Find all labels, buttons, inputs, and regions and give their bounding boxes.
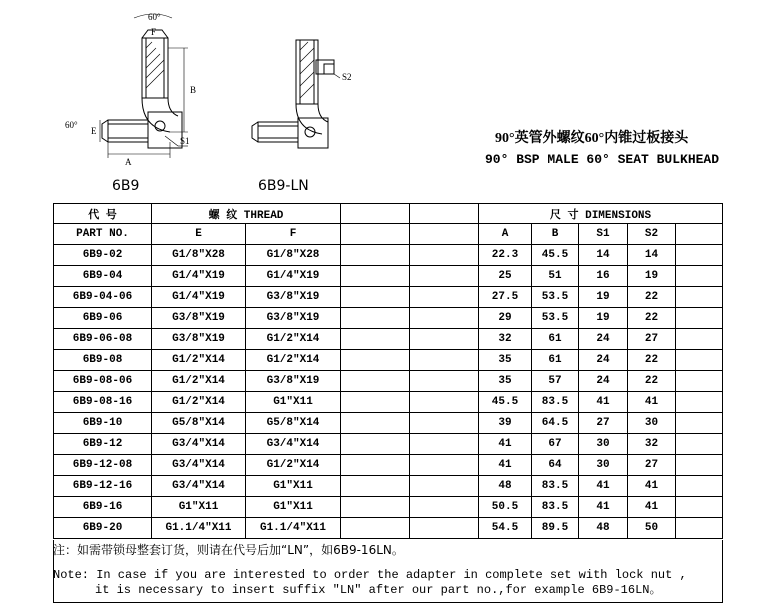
thread-e-cell: G1/8″X28 [152,245,246,266]
table-row [54,266,723,287]
dim-a-cell: 41 [479,455,532,476]
empty-cell [341,476,410,497]
empty-cell [410,455,479,476]
empty-cell [676,350,723,371]
part-cell: 6B9-04 [54,266,152,287]
dim-a-cell: 50.5 [479,497,532,518]
header-f: F [246,224,341,245]
dim-s2-cell: 32 [628,434,676,455]
table-row [54,392,723,413]
thread-e-cell: G3/8″X19 [152,329,246,350]
dim-s2-cell: 22 [628,371,676,392]
table-row [54,413,723,434]
spec-table [53,203,723,539]
empty-cell [341,392,410,413]
empty-cell [676,329,723,350]
empty-cell [676,476,723,497]
part-cell: 6B9-12-16 [54,476,152,497]
dim-s1-cell: 16 [579,266,628,287]
dim-b-cell: 89.5 [532,518,579,539]
header-part-cn: 代 号 [54,204,152,224]
empty-cell [341,245,410,266]
dim-b-cell: 61 [532,329,579,350]
header-empty-2 [410,204,479,224]
part-cell: 6B9-16 [54,497,152,518]
empty-cell [410,371,479,392]
figure-label-6b9: 6B9 [112,178,140,194]
thread-f-cell: G1″X11 [246,392,341,413]
thread-e-cell: G5/8″X14 [152,413,246,434]
dim-s2-cell: 27 [628,329,676,350]
dim-a-cell: 45.5 [479,392,532,413]
dim-a-cell: 35 [479,371,532,392]
angle-side-label: 60° [65,120,78,130]
header-part-en: PART NO. [54,224,152,245]
part-cell: 6B9-12-08 [54,455,152,476]
thread-e-cell: G1/2″X14 [152,371,246,392]
dim-s2-cell: 22 [628,287,676,308]
dim-s1-cell: 19 [579,287,628,308]
dim-s1-cell: 41 [579,497,628,518]
thread-e-cell: G1/4″X19 [152,266,246,287]
part-cell: 6B9-06 [54,308,152,329]
dim-s2-cell: 41 [628,476,676,497]
empty-cell [676,266,723,287]
thread-e-cell: G3/4″X14 [152,455,246,476]
empty-cell [676,497,723,518]
empty-cell [410,329,479,350]
dim-s2-cell: 14 [628,245,676,266]
empty-cell [410,518,479,539]
header-row-1 [54,204,723,224]
figure-label-6b9-ln: 6B9-LN [258,178,309,194]
dim-s2-cell: 19 [628,266,676,287]
empty-cell [341,350,410,371]
empty-cell [341,434,410,455]
product-title-en: 90° BSP MALE 60° SEAT BULKHEAD [485,152,720,167]
dim-b-cell: 53.5 [532,287,579,308]
fitting-drawing-6b9-ln [238,30,368,160]
table-row [54,497,723,518]
dim-a-cell: 48 [479,476,532,497]
empty-cell [676,434,723,455]
table-row [54,350,723,371]
dim-s2-cell: 41 [628,497,676,518]
header-s1: S1 [579,224,628,245]
note-cn: 注：如需带锁母整套订货，则请在代号后加“LN”，如6B9-16LN。 [53,543,404,557]
empty-cell [410,266,479,287]
thread-f-cell: G1/4″X19 [246,266,341,287]
dim-s1-cell: 14 [579,245,628,266]
part-cell: 6B9-08-16 [54,392,152,413]
dim-s1-cell: 48 [579,518,628,539]
dim-b-cell: 83.5 [532,476,579,497]
empty-cell [676,245,723,266]
empty-cell [676,413,723,434]
thread-f-cell: G1/8″X28 [246,245,341,266]
empty-cell [341,287,410,308]
dim-a-cell: 54.5 [479,518,532,539]
dim-b-cell: 45.5 [532,245,579,266]
fitting-drawing-6b9 [60,8,210,168]
dim-s2-cell: 22 [628,350,676,371]
thread-e-cell: G1″X11 [152,497,246,518]
header-e: E [152,224,246,245]
table-row [54,455,723,476]
part-cell: 6B9-12 [54,434,152,455]
dim-f-label: F [151,27,157,37]
thread-f-cell: G5/8″X14 [246,413,341,434]
header-empty-5 [676,224,723,245]
dim-s2-cell: 50 [628,518,676,539]
dim-a-cell: 32 [479,329,532,350]
header-thread: 螺 纹 THREAD [152,204,341,224]
empty-cell [676,308,723,329]
table-row [54,329,723,350]
empty-cell [341,518,410,539]
empty-cell [410,350,479,371]
empty-cell [341,455,410,476]
dim-s1-cell: 30 [579,455,628,476]
empty-cell [341,497,410,518]
dim-s2-cell: 22 [628,308,676,329]
note-en-line2: it is necessary to insert suffix ″LN″ after our part no.,for example 6B9-16LN。 [95,583,662,597]
dim-s1-cell: 41 [579,476,628,497]
empty-cell [341,266,410,287]
thread-f-cell: G1/2″X14 [246,455,341,476]
dim-b-label: B [190,85,197,95]
empty-cell [676,287,723,308]
empty-cell [410,434,479,455]
thread-f-cell: G3/4″X14 [246,434,341,455]
part-cell: 6B9-04-06 [54,287,152,308]
empty-cell [341,413,410,434]
empty-cell [676,455,723,476]
header-a: A [479,224,532,245]
dim-s1-label: S1 [180,136,190,146]
dim-b-cell: 67 [532,434,579,455]
dim-a-label: A [125,157,132,167]
dim-b-cell: 64.5 [532,413,579,434]
dim-b-cell: 83.5 [532,497,579,518]
part-cell: 6B9-08 [54,350,152,371]
dim-a-cell: 41 [479,434,532,455]
part-cell: 6B9-02 [54,245,152,266]
header-b: B [532,224,579,245]
table-row [54,476,723,497]
thread-e-cell: G3/8″X19 [152,308,246,329]
dim-b-cell: 57 [532,371,579,392]
dim-a-cell: 35 [479,350,532,371]
header-dimensions: 尺 寸 DIMENSIONS [479,204,723,224]
dim-e-label: E [91,126,97,136]
thread-e-cell: G1/4″X19 [152,287,246,308]
header-row-2 [54,224,723,245]
dim-s1-cell: 24 [579,371,628,392]
part-cell: 6B9-06-08 [54,329,152,350]
dim-s2-cell: 27 [628,455,676,476]
table-row [54,245,723,266]
dim-b-cell: 53.5 [532,308,579,329]
header-empty-1 [341,204,410,224]
dim-s2-cell: 30 [628,413,676,434]
header-empty-4 [410,224,479,245]
dim-s1-cell: 19 [579,308,628,329]
thread-f-cell: G1/2″X14 [246,329,341,350]
header-empty-3 [341,224,410,245]
dim-b-cell: 51 [532,266,579,287]
empty-cell [341,308,410,329]
product-title-cn: 90°英管外螺纹60°内锥过板接头 [495,131,689,146]
header-s2: S2 [628,224,676,245]
empty-cell [410,476,479,497]
dim-s1-cell: 41 [579,392,628,413]
table-row [54,434,723,455]
thread-f-cell: G1.1/4″X11 [246,518,341,539]
dim-s2-label: S2 [342,72,352,82]
part-cell: 6B9-08-06 [54,371,152,392]
thread-f-cell: G3/8″X19 [246,308,341,329]
dim-s1-cell: 27 [579,413,628,434]
table-row [54,518,723,539]
table-row [54,308,723,329]
thread-e-cell: G1/2″X14 [152,392,246,413]
dim-b-cell: 83.5 [532,392,579,413]
empty-cell [341,371,410,392]
dim-a-cell: 22.3 [479,245,532,266]
note-en-line1: Note: In case if you are interested to order the adapter in complete set with lock nut , [53,568,687,582]
thread-e-cell: G3/4″X14 [152,434,246,455]
table-row [54,371,723,392]
thread-f-cell: G3/8″X19 [246,287,341,308]
dim-a-cell: 29 [479,308,532,329]
dim-s1-cell: 30 [579,434,628,455]
thread-e-cell: G3/4″X14 [152,476,246,497]
dim-b-cell: 64 [532,455,579,476]
thread-f-cell: G1″X11 [246,497,341,518]
dim-a-cell: 25 [479,266,532,287]
empty-cell [410,245,479,266]
dim-b-cell: 61 [532,350,579,371]
table-row [54,287,723,308]
part-cell: 6B9-10 [54,413,152,434]
empty-cell [410,287,479,308]
empty-cell [410,392,479,413]
angle-top-label: 60° [148,12,161,22]
empty-cell [676,518,723,539]
thread-f-cell: G1″X11 [246,476,341,497]
dim-a-cell: 39 [479,413,532,434]
empty-cell [410,413,479,434]
dim-s1-cell: 24 [579,329,628,350]
empty-cell [676,392,723,413]
empty-cell [410,308,479,329]
thread-f-cell: G1/2″X14 [246,350,341,371]
empty-cell [676,371,723,392]
thread-f-cell: G3/8″X19 [246,371,341,392]
dim-s1-cell: 24 [579,350,628,371]
note-en [53,568,722,598]
thread-e-cell: G1/2″X14 [152,350,246,371]
dim-s2-cell: 41 [628,392,676,413]
dim-a-cell: 27.5 [479,287,532,308]
empty-cell [341,329,410,350]
thread-e-cell: G1.1/4″X11 [152,518,246,539]
part-cell: 6B9-20 [54,518,152,539]
empty-cell [410,497,479,518]
